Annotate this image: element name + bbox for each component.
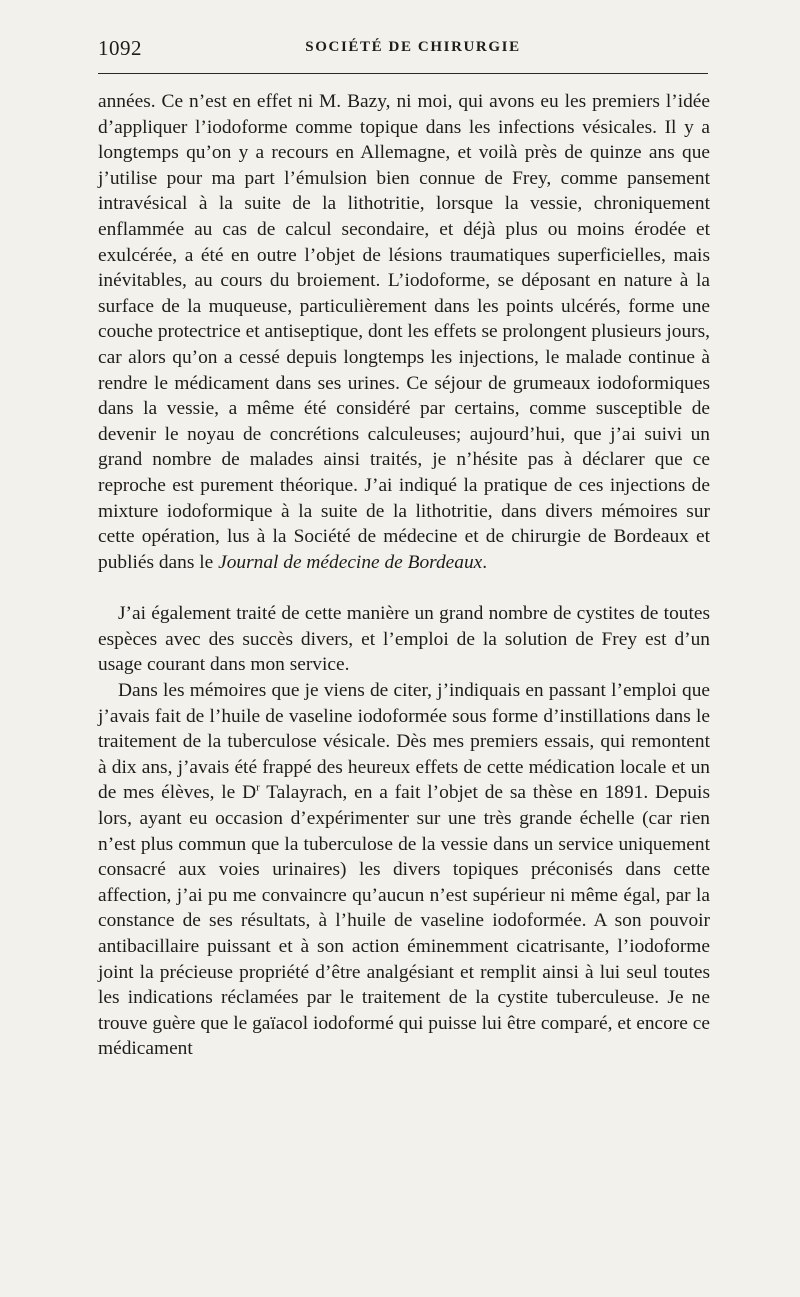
journal-title: Journal de médecine de Bordeaux	[218, 551, 483, 573]
paragraph-1-text: années. Ce n’est en effet ni M. Bazy, ni moi, qui avons eu les premiers l’idée d’appliquer l’iodoforme comme topique dans les infections vésicales. Il y a longtemps qu’on y a recours en Allemagne, et voilà près de quinze ans que j’utilise pour ma part l’émulsion bien connue de Frey, comme pansement intravésical à la suite de la lithotritie, lorsque la vessie, chroniquement enflammée au cas de calcul secondaire, et déjà plus ou moins érodée et exulcérée, a été en outre l’objet de lésions traumatiques superficielles, mais inévitables, au cours du broiement. L’iodoforme, se déposant en nature à la surface de la muqueuse, particulièrement dans les points ulcérés, forme une couche protectrice et antiseptique, dont les effets se prolongent plusieurs jours, car alors qu’on a cessé depuis longtemps les injections, le malade continue à rendre le médicament dans ses urines. Ce séjour de grumeaux iodoformiques dans la vessie, a même été considéré par certains, comme susceptible de devenir le noyau de concrétions calculeuses; aujourd’hui, que j’ai suivi un grand nombre de malades ainsi traités, je n’hésite pas à déclarer que ce reproche est purement théorique. J’ai indiqué la pratique de ces injections de mixture iodoformique à la suite de la lithotritie, dans divers mémoires sur cette opération, lus à la Société de médecine et de chirurgie de Bordeaux et publiés dans le	[98, 91, 710, 573]
header-rule	[98, 73, 708, 74]
paragraph-1-end: .	[482, 551, 488, 573]
body-text	[98, 89, 710, 1062]
doctor-superscript: r	[256, 781, 260, 794]
page-header	[98, 36, 708, 60]
paragraph-3-text-a: Dans les mémoires que je viens de citer, j’indiquais en passant l’emploi que j’avais fait de l’huile de vaseline iodoformée sous forme d’instillations dans le traitement de la tuberculose vésicale. Dès mes premiers essais, qui remontent à dix ans, j’avais été frappé des heureux effets de cette médication locale et un de mes élèves, le D	[98, 680, 710, 804]
paragraph-3-text-b: Talayrach, en a fait l’objet de sa thèse en 1891. Depuis lors, ayant eu occasion d’expérimenter sur une très grande échelle (car rien n’est plus commun que la tuberculose de la vessie dans un service uniquement consacré aux voies urinaires) les divers topiques préconisés dans cette affection, j’ai pu me convaincre qu’aucun n’est supérieur ni même égal, par la constance de ses résultats, à l’huile de vaseline iodoformée. A son pouvoir antibacillaire puissant et à son action éminemment cicatrisante, l’iodoforme joint la précieuse propriété d’être analgésiant et remplit ainsi à lui seul toutes les indications réclamées par le traitement de la cystite tuberculeuse. Je ne trouve guère que le gaïacol iodoformé qui puisse lui être comparé, et encore ce médicament	[98, 782, 710, 1060]
paragraph-2: J’ai également traité de cette manière un grand nombre de cystites de toutes espèces avec des succès divers, et l’emploi de la solution de Frey est d’un usage courant dans mon service.	[98, 603, 710, 676]
paragraph-1	[98, 89, 710, 575]
paragraph-3	[98, 678, 710, 1062]
paragraph-gap	[98, 575, 710, 601]
running-title: SOCIÉTÉ DE CHIRURGIE	[305, 39, 521, 55]
page-number: 1092	[98, 36, 142, 60]
